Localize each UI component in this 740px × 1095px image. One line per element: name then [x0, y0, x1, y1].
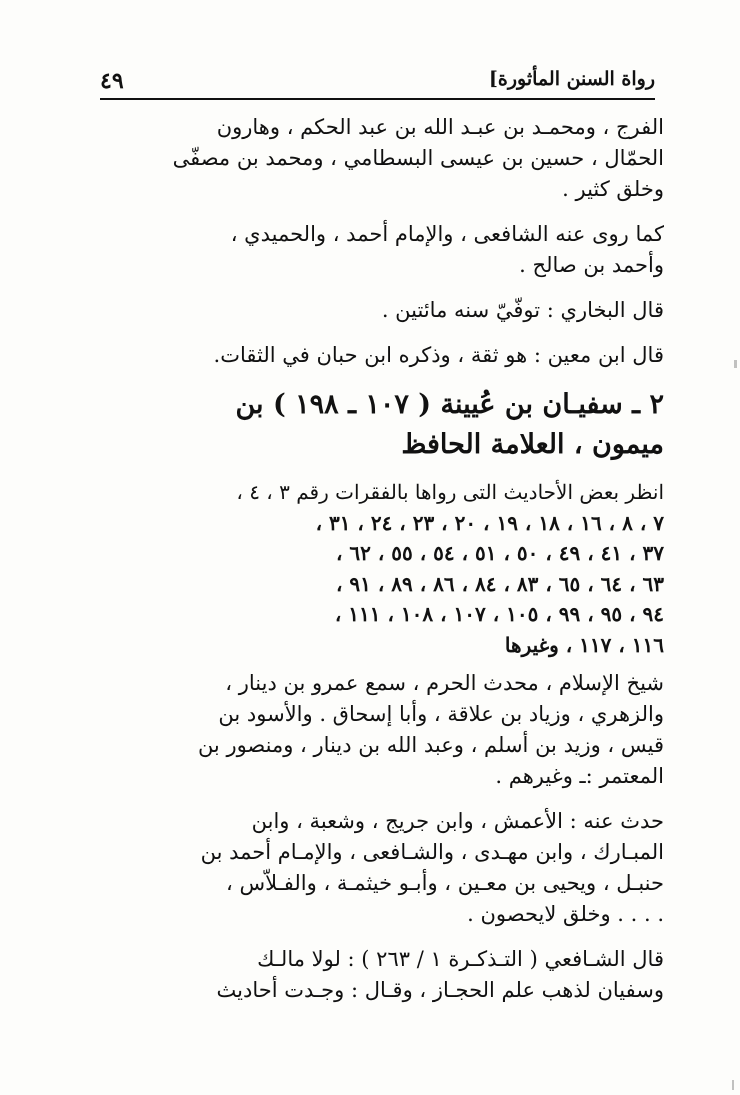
page-body [172, 112, 664, 1020]
text-line: شيخ الإسلام ، محدث الحرم ، سمع عمرو بن دينار ، [225, 671, 664, 695]
hadith-references [232, 477, 664, 660]
text-line: المبـارك ، وابن مهـدى ، والشـافعى ، والإمـام أحمد بن [200, 840, 664, 864]
paragraph-ibn-maeen [213, 340, 664, 371]
text-line: كما روى عنه الشافعى ، والإمام أحمد ، والحميدي ، [230, 222, 664, 246]
page-number: ٤٩ [100, 68, 124, 94]
text-line: وخلق كثير . [562, 177, 664, 201]
text-line: قال ابن معين : هو ثقة ، وذكره ابن حبان في الثقات. [213, 343, 664, 367]
paragraph-shafii-quote [216, 944, 664, 1006]
text-line: وأحمد بن صالح . [519, 253, 664, 277]
scan-speck [734, 360, 737, 368]
paragraph-transmitted-from [200, 806, 664, 930]
text-line: الفرج ، ومحمـد بن عبـد الله بن عبد الحكم ، وهارون [216, 115, 664, 139]
reference-line: ٦٣ ، ٦٤ ، ٦٥ ، ٨٣ ، ٨٤ ، ٨٦ ، ٨٩ ، ٩١ ، [335, 571, 664, 596]
paragraph-students [172, 112, 664, 205]
scan-speck [732, 1080, 734, 1090]
page-header [100, 60, 655, 100]
text-line: قال البخاري : توفّيّ سنه مائتين . [381, 298, 664, 322]
heading-line: ٢ ـ سفيـان بن عُيينة ( ١٠٧ ـ ١٩٨ ) بن [235, 389, 664, 420]
text-line: حنبـل ، ويحيى بن معـين ، وأبـو خيثمـة ، والفـلاّس ، [226, 871, 664, 895]
text-line: وسفيان لذهب علم الحجـاز ، وقـال : وجـدت أحاديث [216, 978, 664, 1002]
running-title: رواة السنن المأثورة] [488, 68, 655, 90]
text-line: قيس ، وزيد بن أسلم ، وعبد الله بن دينار ، ومنصور بن [197, 733, 664, 757]
reference-line: ٣٧ ، ٤١ ، ٤٩ ، ٥٠ ، ٥١ ، ٥٤ ، ٥٥ ، ٦٢ ، [335, 541, 664, 565]
reference-line: ٧ ، ٨ ، ١٦ ، ١٨ ، ١٩ ، ٢٠ ، ٢٣ ، ٢٤ ، ٣١ ، [315, 510, 664, 535]
paragraph-narrators [232, 219, 664, 281]
text-line: حدث عنه : الأعمش ، وابن جريج ، وشعبة ، وابن [251, 809, 664, 833]
paragraph-bukhari [232, 295, 664, 326]
section-heading [232, 385, 664, 465]
reference-line: انظر بعض الأحاديث التى رواها بالفقرات رقم ٣ ، ٤ ، [236, 480, 664, 504]
paragraph-teachers [197, 668, 664, 792]
reference-line: ١١٦ ، ١١٧ ، وغيرها [504, 632, 664, 657]
text-line: المعتمر :ـ وغيرهم . [495, 764, 664, 788]
reference-line: ٩٤ ، ٩٥ ، ٩٩ ، ١٠٥ ، ١٠٧ ، ١٠٨ ، ١١١ ، [334, 602, 664, 626]
text-line: . . . . وخلق لايحصون . [467, 902, 664, 926]
text-line: والزهري ، وزياد بن علاقة ، وأبا إسحاق . والأسود بن [218, 702, 664, 726]
heading-line: ميمون ، العلامة الحافظ [401, 429, 664, 460]
text-line: قال الشـافعي ( التـذكـرة ١ / ٢٦٣ ) : لولا مالـك [257, 947, 664, 971]
text-line: الحمّال ، حسين بن عيسى البسطامي ، ومحمد بن مصفّى [172, 146, 664, 170]
